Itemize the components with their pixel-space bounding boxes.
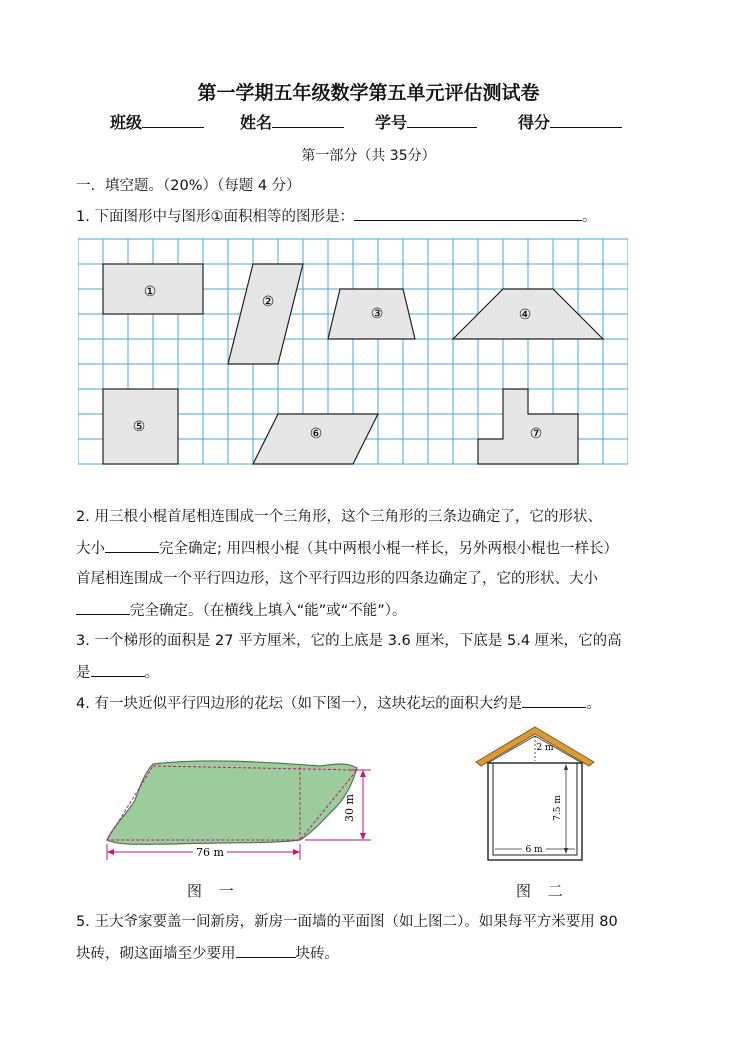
question-4-blank[interactable] (522, 693, 586, 708)
question-1 (76, 206, 596, 227)
question-3-blank[interactable] (91, 662, 145, 677)
class-field[interactable] (110, 110, 204, 133)
base-arrow-right (293, 849, 300, 855)
shape-5-label: ⑤ (132, 419, 146, 435)
shape-2-label: ② (261, 294, 275, 310)
number-field[interactable] (375, 110, 477, 133)
question-5-line-2 (76, 943, 339, 964)
wall-height-label: 7.5 m (553, 795, 563, 821)
score-blank[interactable] (550, 113, 622, 128)
question-2-line-4b: 完全确定。（在横线上填入“能”或“不能”）。 (130, 603, 407, 619)
question-3-line-2 (76, 662, 159, 683)
question-4 (76, 693, 601, 714)
wall-width-label: 6 m (525, 845, 543, 855)
question-4-end: 。 (586, 696, 601, 712)
question-2-line-2a: 大小 (76, 541, 105, 557)
name-label: 姓名 (240, 113, 273, 132)
question-3-line-1: 3. 一个梯形的面积是 27 平方厘米，它的上底是 3.6 厘米，下底是 5.4 厘米，它的高 (76, 633, 622, 649)
score-field[interactable] (518, 110, 622, 133)
shape-7-l-shape (478, 389, 578, 464)
question-5-blank[interactable] (236, 943, 296, 958)
number-blank[interactable] (407, 113, 477, 128)
question-2-line-3: 首尾相连围成一个平行四边形，这个平行四边形的四条边确定了，它的形状、大小 (76, 571, 598, 587)
grid-figure (78, 238, 628, 466)
question-2-line-4 (76, 600, 407, 621)
height-arrow-top (360, 770, 366, 777)
class-blank[interactable] (142, 113, 204, 128)
shape-1-label: ① (143, 284, 157, 300)
question-3-end: 。 (144, 665, 159, 681)
question-2-line-2 (76, 538, 618, 559)
flowerbed-shape (107, 761, 357, 844)
shape-4-label: ④ (518, 307, 532, 323)
question-2-blank-1[interactable] (105, 538, 159, 553)
question-1-blank[interactable] (354, 206, 582, 221)
base-arrow-left (107, 849, 114, 855)
question-1-end: 。 (581, 209, 597, 225)
figure-2-caption: 图 二 (516, 882, 569, 900)
base-label: 76 m (196, 846, 224, 859)
shape-6-label: ⑥ (309, 426, 323, 442)
question-2-line-1: 2. 用三根小棍首尾相连围成一个三角形，这个三角形的三条边确定了，它的形状、 (76, 509, 602, 525)
section-heading: 第一部分（共 35分） (301, 148, 436, 164)
height-label: 30 m (343, 794, 356, 822)
question-5-line-2a: 块砖，砌这面墙至少要用 (76, 946, 236, 962)
class-label: 班级 (110, 113, 143, 132)
question-1-text: 1. 下面图形中与图形①面积相等的图形是： (76, 209, 354, 225)
question-5-line-1: 5. 王大爷家要盖一间新房，新房一面墙的平面图（如上图二）。如果每平方米要用 80 (76, 914, 618, 930)
score-label: 得分 (518, 113, 551, 132)
shape-7-label: ⑦ (529, 426, 543, 442)
name-field[interactable] (240, 110, 344, 133)
figure-1-flowerbed (95, 752, 385, 864)
height-arrow-bottom (360, 833, 366, 840)
part1-heading: 一．填空题。（20%）（每题 4 分） (76, 178, 301, 194)
shape-3-label: ③ (370, 306, 384, 322)
name-blank[interactable] (272, 113, 344, 128)
question-2-line-2b: 完全确定; 用四根小棍（其中两根小棍一样长，另外两根小棍也一样长） (159, 541, 618, 557)
figure-1-caption: 图 一 (187, 882, 240, 900)
question-5-end: 块砖。 (295, 946, 339, 962)
roof-height-label: 2 m (536, 743, 554, 753)
question-3-line-2a: 是 (76, 665, 91, 681)
question-4-text: 4. 有一块近似平行四边形的花坛（如下图一），这块花坛的面积大约是 (76, 696, 523, 712)
page-title: 第一学期五年级数学第五单元评估测试卷 (197, 82, 540, 104)
number-label: 学号 (375, 113, 408, 132)
question-2-blank-2[interactable] (76, 600, 130, 615)
figure-2-house-wall (470, 722, 600, 867)
